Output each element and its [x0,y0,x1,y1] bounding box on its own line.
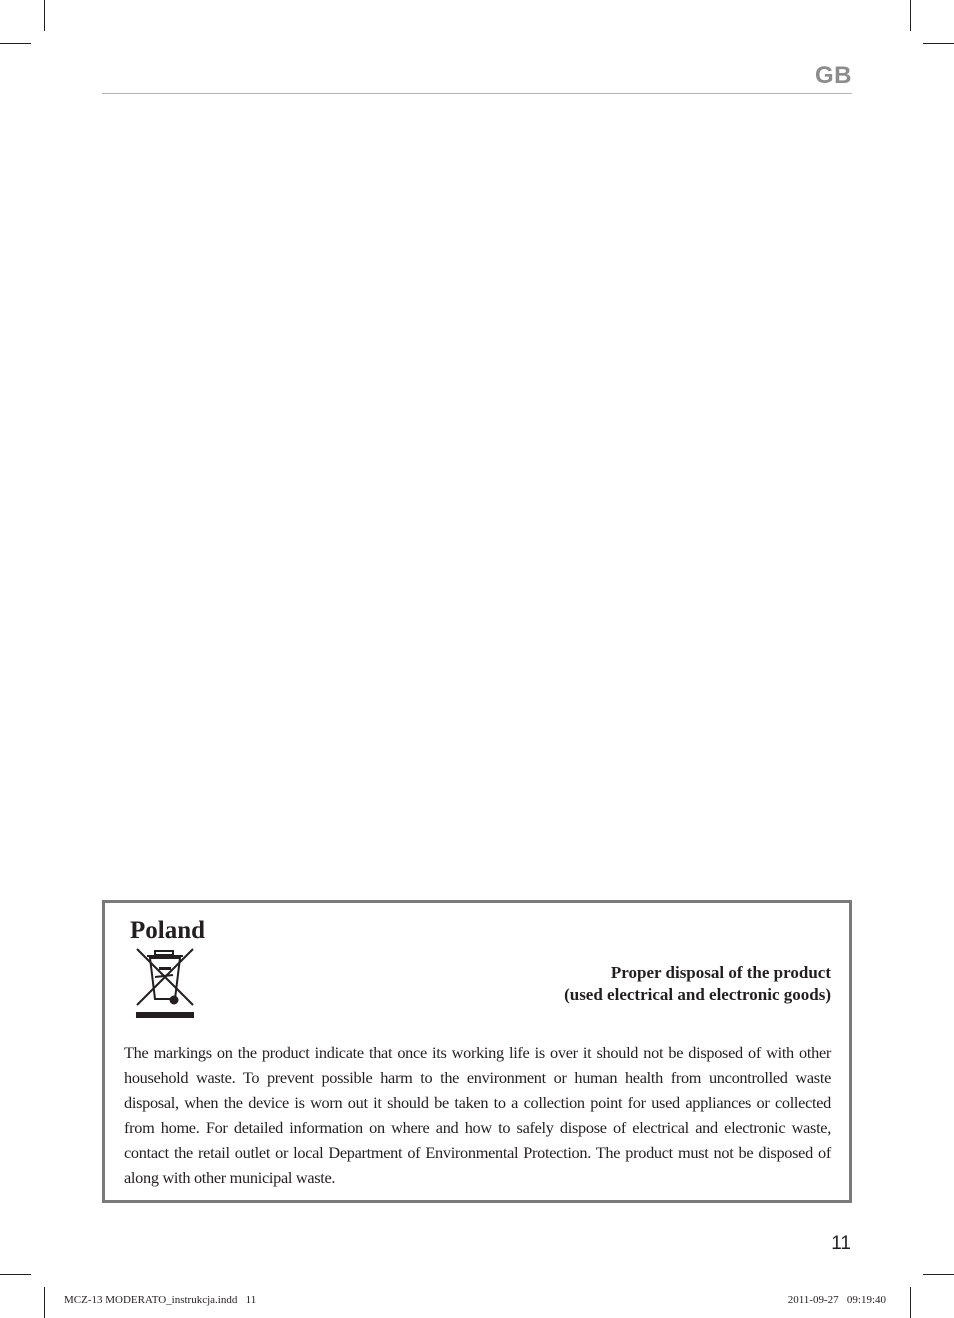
crop-mark [910,0,911,31]
crop-mark [0,1274,31,1275]
slug-file-info: MCZ-13 MODERATO_instrukcja.indd 11 [64,1294,257,1306]
disposal-heading [564,962,831,1006]
disposal-heading-line1: Proper disposal of the product [610,963,831,982]
header-rule [102,93,852,94]
crop-mark [44,1287,45,1318]
disposal-heading-line2: (used electrical and electronic goods) [564,985,831,1004]
slug-timestamp: 2011-09-27 09:19:40 [787,1294,886,1306]
language-code: GB [815,62,852,89]
country-title: Poland [130,917,206,944]
crop-mark [923,43,954,44]
crop-mark [44,0,45,31]
crop-mark [923,1274,954,1275]
crop-mark [910,1287,911,1318]
crossed-out-wheelie-bin-icon [135,947,195,1019]
crop-mark [0,43,31,44]
page-number: 11 [831,1233,851,1254]
disposal-notice-box [102,900,852,1203]
disposal-body-text: The markings on the product indicate that once its working life is over it should not be disposed of with other household waste. To prevent possible harm to the environment or human health from uncontrolled waste disposal, when the device is worn out it should be taken to a collection point for used appliances or collected from home. For detailed information on where and how to safely dispose of electrical and electronic waste, contact the retail outlet or local Department of Environmental Protection. The product must not be disposed of along with other municipal waste. [124,1043,831,1187]
